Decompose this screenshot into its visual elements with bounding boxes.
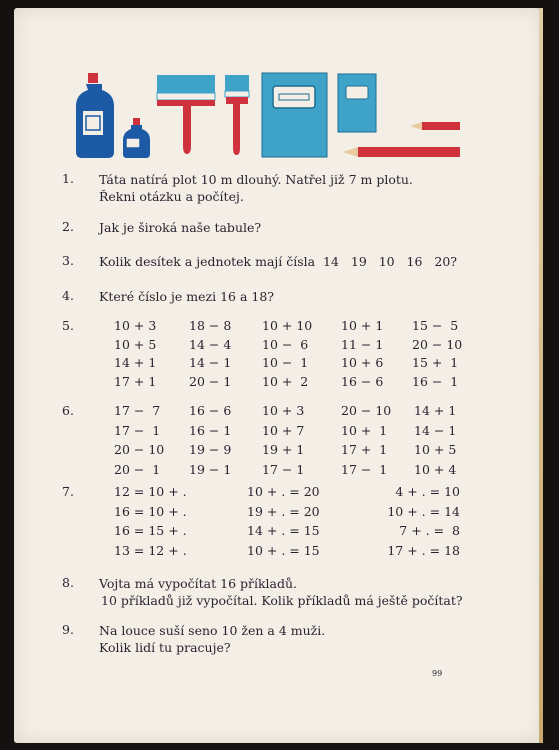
exercise-cell: 10 + 1: [341, 422, 388, 438]
exercise-cell: 10 + . = 15: [247, 542, 320, 558]
exercise-cell: 10 + 10: [262, 318, 313, 333]
problem-line: Kolik lidí tu pracuje?: [99, 640, 231, 655]
exercise-cell: 14 − 1: [414, 422, 457, 438]
long-pencil-icon: [343, 147, 460, 157]
exercise-cell: 10 + 5: [414, 442, 457, 457]
problem-line: 10 příkladů již vypočítal. Kolik příkladů má ještě počítat?: [101, 593, 463, 608]
exercise-cell: 16 − 6: [341, 373, 384, 389]
exercise-cell: 16 − 1: [412, 373, 459, 389]
exercise-cell: 20 − 1: [114, 461, 161, 477]
exercise-cell: 20 − 10: [412, 336, 463, 352]
small-notebook-icon: [338, 74, 376, 132]
problem-number: 2.: [62, 219, 74, 234]
exercise-cell: 14 − 4: [189, 336, 232, 352]
small-brush-icon: [225, 75, 249, 155]
exercise-cell: 16 − 1: [189, 422, 232, 438]
problem-line: Táta natírá plot 10 m dlouhý. Natřel již 7 m plotu.: [99, 172, 413, 187]
wide-brush-icon: [157, 75, 215, 154]
exercise-cell: 10 + . = 20: [247, 484, 320, 499]
exercise-cell: 12 = 10 + .: [114, 484, 187, 499]
exercise-cell: 17 + . = 18: [387, 542, 460, 558]
problem-8-text: [99, 575, 463, 609]
exercise-cell: 10 + 4: [414, 461, 457, 477]
exercise-cell: 11 − 1: [341, 336, 384, 352]
problem-2-text: Jak je široká naše tabule?: [99, 220, 262, 235]
problem-4-text: Které číslo je mezi 16 a 18?: [99, 289, 274, 304]
exercise-cell: 20 − 10: [114, 442, 165, 457]
exercise-cell: 10 + 3: [262, 403, 305, 418]
problem-9-text: [99, 622, 325, 656]
problem-number: 3.: [62, 253, 74, 268]
paint-bottle-icon: [76, 73, 114, 158]
problem-number: 6.: [62, 403, 74, 418]
exercise-cell: 10 + 7: [262, 422, 305, 438]
painting-supplies-illustration: [0, 0, 559, 170]
exercise-cell: 19 + 1: [262, 442, 305, 457]
exercise-cell: 17 + 1: [114, 373, 157, 389]
problem-line: Vojta má vypočítat 16 příkladů.: [99, 576, 298, 591]
problem-number: 9.: [62, 622, 74, 637]
exercise-cell: 20 − 1: [189, 373, 232, 389]
exercise-cell: 10 + 2: [262, 373, 309, 389]
exercise-cell: 4 + . = 10: [395, 484, 460, 499]
exercise-cell: 10 + 3: [114, 318, 157, 333]
exercise-cell: 10 − 1: [262, 355, 309, 370]
exercise-cell: 10 + 5: [114, 336, 157, 352]
problem-line: Na louce suší seno 10 žen a 4 muži.: [99, 623, 326, 638]
exercise-cell: 10 − 6: [262, 336, 309, 352]
exercise-cell: 17 − 7: [114, 403, 161, 418]
problem-number: 1.: [62, 171, 74, 186]
exercise-cell: 20 − 10: [341, 403, 392, 418]
exercise-cell: 17 − 1: [262, 461, 305, 477]
problem-number: 4.: [62, 288, 74, 303]
exercise-cell: 17 − 1: [114, 422, 161, 438]
exercise-cell: 15 + 1: [412, 355, 459, 370]
exercise-cell: 10 + 6: [341, 355, 384, 370]
exercise-cell: 14 + . = 15: [247, 523, 320, 538]
exercise-cell: 16 − 6: [189, 403, 232, 418]
notebook-icon: [262, 73, 327, 157]
problem-1-text: [99, 171, 413, 205]
exercise-cell: 14 + 1: [114, 355, 157, 370]
exercise-cell: 13 = 12 + .: [114, 542, 187, 558]
exercise-cell: 19 − 1: [189, 461, 232, 477]
problem-3-text: Kolik desítek a jednotek mají čísla 14 19 10 16 20?: [99, 254, 457, 269]
small-bottle-icon: [123, 118, 150, 158]
exercise-cell: 16 = 10 + .: [114, 503, 187, 519]
pencil-icon: [410, 122, 460, 130]
exercise-cell: 17 + 1: [341, 442, 388, 457]
exercise-cell: 7 + . = 8: [399, 523, 460, 538]
exercise-cell: 10 + 1: [341, 318, 384, 333]
exercise-cell: 18 − 8: [189, 318, 232, 333]
exercise-cell: 10 + . = 14: [387, 503, 460, 519]
exercise-cell: 17 − 1: [341, 461, 388, 477]
exercise-cell: 14 + 1: [414, 403, 457, 418]
exercise-cell: 15 − 5: [412, 318, 459, 333]
exercise-cell: 19 − 9: [189, 442, 232, 457]
page-number: 99: [432, 669, 443, 678]
problem-number: 8.: [62, 575, 74, 590]
problem-number: 7.: [62, 484, 74, 499]
exercise-cell: 19 + . = 20: [247, 503, 320, 519]
problem-line: Řekni otázku a počítej.: [99, 189, 244, 204]
exercise-cell: 16 = 15 + .: [114, 523, 187, 538]
problem-number: 5.: [62, 318, 74, 333]
exercise-cell: 14 − 1: [189, 355, 232, 370]
